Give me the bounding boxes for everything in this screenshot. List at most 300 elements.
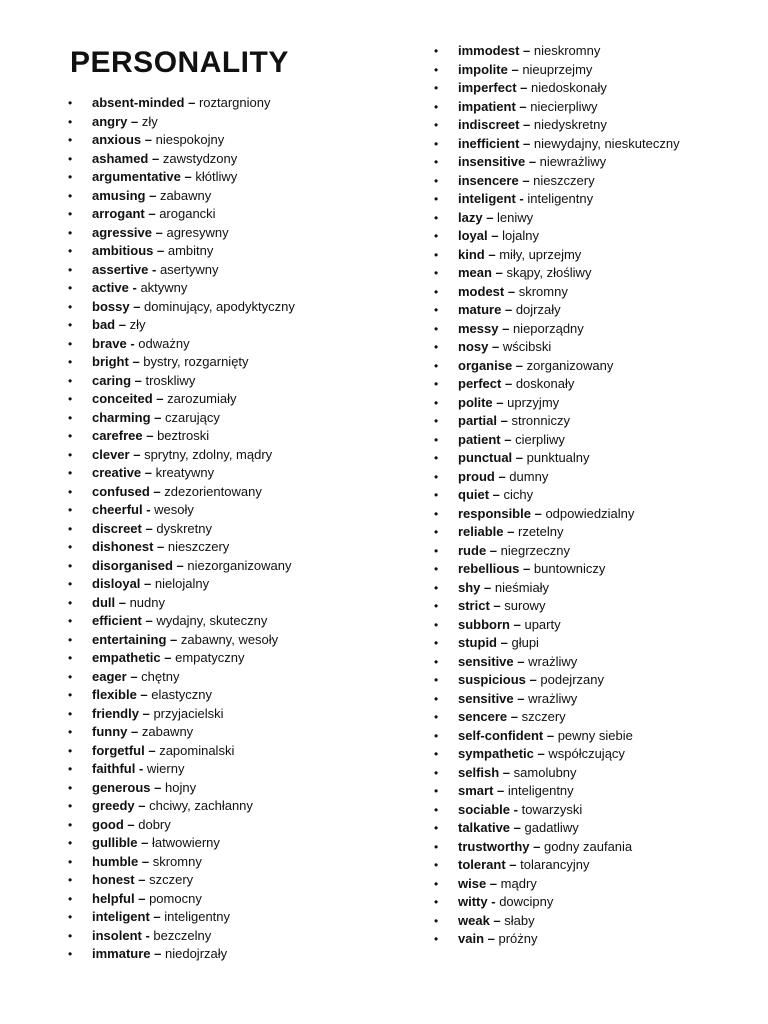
separator: – (115, 594, 130, 610)
bullet-icon: • (68, 540, 73, 554)
english-word: patient (458, 431, 501, 447)
separator: – (525, 672, 541, 687)
bullet-icon: • (434, 81, 439, 95)
separator: – (519, 135, 534, 151)
english-word: mature (458, 302, 502, 317)
bullet-icon: • (68, 225, 73, 240)
separator: – (507, 61, 523, 77)
bullet-icon: • (434, 340, 439, 354)
bullet-icon: • (68, 799, 73, 813)
english-word: punctual (458, 450, 513, 465)
bullet-icon: • (434, 488, 439, 502)
separator: – (512, 450, 527, 465)
separator: - (515, 191, 528, 206)
bullet-icon: • (68, 207, 73, 221)
polish-translation: ambitny (167, 243, 214, 258)
english-word: self-confident (458, 727, 544, 743)
english-word: witty (458, 894, 488, 909)
bullet-icon: • (434, 266, 439, 280)
english-word: strict (458, 598, 490, 613)
polish-translation: łatwowierny (151, 835, 220, 850)
separator: – (126, 668, 142, 684)
separator: – (498, 320, 513, 336)
bullet-icon: • (434, 192, 439, 206)
vocab-item (432, 819, 680, 838)
english-word: rude (458, 542, 487, 558)
english-word: sympathetic (458, 746, 534, 761)
english-word: creative (92, 465, 142, 480)
vocab-item (66, 187, 295, 206)
polish-translation: zabawny, wesoły (180, 631, 279, 647)
english-word: confused (92, 483, 150, 499)
english-word: empathetic (92, 650, 161, 665)
bullet-icon: • (434, 784, 439, 798)
polish-translation: podejrzany (540, 672, 604, 687)
bullet-icon: • (68, 96, 73, 110)
vocab-item (432, 505, 680, 524)
english-word: polite (458, 394, 493, 410)
polish-translation: dobry (138, 816, 171, 832)
vocab-item (432, 727, 680, 746)
english-word: dishonest (92, 539, 154, 554)
polish-translation: niedyskretny (533, 117, 607, 132)
polish-translation: szczery (521, 709, 566, 724)
english-word: suspicious (458, 672, 526, 687)
english-word: insensitive (458, 154, 526, 169)
separator: – (129, 446, 145, 462)
english-word: immodest (458, 43, 520, 58)
vocab-item (66, 760, 295, 779)
polish-translation: inteligentny (164, 909, 231, 924)
bullet-icon: • (68, 817, 73, 832)
separator: – (141, 132, 156, 147)
vocab-item (432, 838, 680, 857)
polish-translation: zdezorientowany (164, 483, 262, 499)
bullet-icon: • (68, 854, 73, 869)
separator: - (128, 280, 141, 295)
separator: – (148, 150, 163, 166)
vocab-item (66, 446, 295, 465)
vocab-item (432, 283, 680, 302)
vocab-item (432, 116, 680, 135)
separator: – (115, 317, 130, 332)
vocab-item (432, 394, 680, 413)
polish-translation: asertywny (159, 261, 219, 277)
polish-translation: inteligentny (507, 783, 574, 798)
polish-translation: stronniczy (511, 413, 571, 428)
vocab-item (66, 945, 295, 964)
bullet-icon: • (68, 780, 73, 795)
separator: - (148, 261, 160, 277)
vocab-item (66, 409, 295, 428)
vocab-item (432, 542, 680, 561)
bullet-icon: • (68, 188, 73, 203)
separator: – (504, 283, 519, 299)
english-word: perfect (458, 376, 502, 391)
bullet-icon: • (434, 802, 439, 817)
english-word: arrogant (92, 206, 145, 221)
bullet-icon: • (434, 747, 439, 761)
polish-translation: doskonały (515, 376, 575, 391)
bullet-icon: • (68, 947, 73, 961)
english-word: generous (92, 779, 151, 795)
polish-translation: nieskromny (533, 43, 601, 58)
separator: – (152, 224, 167, 240)
separator: – (512, 357, 527, 373)
english-word: funny (92, 724, 128, 739)
english-word: selfish (458, 764, 500, 780)
english-word: carefree (92, 428, 143, 443)
english-word: discreet (92, 520, 142, 536)
vocab-item (66, 612, 295, 631)
vocab-item (66, 261, 295, 280)
polish-translation: pomocny (149, 890, 202, 906)
polish-translation: uprzyjmy (507, 394, 560, 410)
bullet-icon: • (68, 577, 73, 591)
polish-translation: zły (129, 317, 146, 332)
bullet-icon: • (68, 688, 73, 702)
separator: – (150, 409, 165, 425)
vocab-item (432, 782, 680, 801)
bullet-icon: • (68, 521, 73, 536)
english-word: trustworthy (458, 838, 530, 854)
english-word: wise (458, 875, 487, 891)
vocab-item (432, 190, 680, 209)
bullet-icon: • (434, 562, 439, 576)
english-word: insolent (92, 927, 142, 943)
bullet-icon: • (68, 614, 73, 628)
bullet-icon: • (434, 636, 439, 650)
english-word: weak (458, 912, 490, 928)
bullet-icon: • (68, 743, 73, 758)
vocab-item (66, 205, 295, 224)
separator: – (519, 117, 534, 132)
polish-translation: pewny siebie (557, 727, 633, 743)
separator: – (519, 43, 534, 58)
bullet-icon: • (68, 114, 73, 129)
vocab-item (432, 634, 680, 653)
english-word: greedy (92, 798, 135, 813)
english-word: argumentative (92, 169, 181, 184)
bullet-icon: • (68, 318, 73, 332)
separator: – (533, 746, 549, 761)
vocab-item (432, 671, 680, 690)
bullet-icon: • (68, 558, 73, 573)
english-word: cheerful (92, 502, 143, 517)
polish-translation: nudny (129, 594, 165, 610)
english-word: sociable (458, 801, 511, 817)
polish-translation: arogancki (159, 206, 216, 221)
separator: – (492, 394, 508, 410)
bullet-icon: • (68, 392, 73, 406)
bullet-icon: • (434, 432, 439, 447)
english-word: active (92, 280, 129, 295)
vocab-item (432, 338, 680, 357)
vocab-item (432, 856, 680, 875)
separator: – (149, 483, 165, 499)
separator: – (513, 653, 529, 669)
vocab-item (432, 61, 680, 80)
separator: - (510, 801, 522, 817)
separator: - (142, 502, 155, 517)
bullet-icon: • (434, 44, 439, 58)
bullet-icon: • (68, 262, 73, 277)
vocab-item (432, 486, 680, 505)
polish-translation: wrażliwy (528, 690, 578, 706)
bullet-icon: • (68, 910, 73, 924)
english-word: disorganised (92, 557, 173, 573)
vocab-item (432, 79, 680, 98)
separator: – (129, 298, 145, 314)
english-word: humble (92, 853, 139, 869)
vocab-item (66, 927, 295, 946)
vocab-item (66, 279, 295, 298)
vocab-item (66, 649, 295, 668)
vocab-item (66, 131, 295, 150)
vocab-item (66, 871, 295, 890)
bullet-icon: • (434, 599, 439, 613)
bullet-icon: • (434, 821, 439, 835)
polish-translation: zorganizowany (526, 357, 614, 373)
vocab-item (66, 464, 295, 483)
bullet-icon: • (68, 873, 73, 887)
separator: – (494, 468, 510, 484)
polish-translation: kreatywny (155, 465, 215, 480)
english-word: dull (92, 594, 116, 610)
separator: – (141, 520, 157, 536)
english-word: amusing (92, 187, 146, 203)
polish-translation: dominujący, apodyktyczny (144, 298, 295, 314)
vocab-item (432, 893, 680, 912)
bullet-icon: • (434, 543, 439, 558)
separator: – (127, 113, 142, 129)
polish-translation: niedoskonały (531, 80, 607, 95)
bullet-icon: • (434, 414, 439, 428)
polish-translation: zabawny (159, 187, 212, 203)
english-word: reliable (458, 524, 504, 539)
polish-translation: rzetelny (518, 524, 564, 539)
vocab-item (432, 227, 680, 246)
polish-translation: godny zaufania (543, 838, 633, 854)
polish-translation: niecierpliwy (530, 98, 598, 114)
english-word: organise (458, 357, 513, 373)
english-word: loyal (458, 228, 488, 243)
polish-translation: dyskretny (156, 520, 212, 536)
bullet-icon: • (68, 299, 73, 314)
polish-translation: słaby (504, 912, 535, 928)
vocab-item (432, 357, 680, 376)
english-word: flexible (92, 687, 137, 702)
bullet-icon: • (68, 373, 73, 388)
polish-translation: odpowiedzialny (545, 505, 635, 521)
polish-translation: mądry (500, 875, 537, 891)
vocab-item (66, 94, 295, 113)
vocab-item (432, 375, 680, 394)
english-word: kind (458, 246, 485, 262)
english-word: honest (92, 872, 135, 887)
english-word: tolerant (458, 857, 506, 872)
polish-translation: niegrzeczny (500, 542, 571, 558)
english-word: ashamed (92, 150, 149, 166)
vocab-item (66, 316, 295, 335)
english-word: inteligent (458, 191, 516, 206)
separator: – (141, 613, 157, 628)
separator: – (136, 687, 152, 702)
bullet-icon: • (434, 895, 439, 909)
bullet-icon: • (434, 580, 439, 595)
english-word: vain (458, 931, 485, 946)
separator: – (488, 339, 503, 354)
separator: – (150, 779, 165, 795)
bullet-icon: • (68, 151, 73, 166)
polish-translation: nieporządny (512, 320, 584, 336)
vocab-item (432, 930, 680, 949)
separator: – (489, 598, 505, 613)
separator: – (501, 376, 516, 391)
separator: – (501, 302, 516, 317)
english-word: stupid (458, 635, 497, 650)
vocab-item (432, 801, 680, 820)
polish-translation: wścibski (502, 339, 552, 354)
polish-translation: nielojalny (154, 576, 210, 591)
vocab-item (66, 150, 295, 169)
polish-translation: skromny (518, 283, 568, 299)
vocab-item (66, 853, 295, 872)
separator: – (137, 835, 152, 850)
bullet-icon: • (434, 377, 439, 391)
vocab-item (432, 560, 680, 579)
vocab-item (432, 523, 680, 542)
bullet-icon: • (68, 595, 73, 610)
bullet-icon: • (434, 358, 439, 373)
english-word: inefficient (458, 135, 520, 151)
separator: – (505, 857, 521, 872)
polish-translation: inteligentny (527, 191, 594, 206)
vocab-item (66, 723, 295, 742)
english-word: efficient (92, 613, 142, 628)
vocab-item (432, 616, 680, 635)
page-title: PERSONALITY (70, 46, 289, 79)
separator: – (150, 946, 165, 961)
english-word: immature (92, 946, 151, 961)
separator: – (484, 246, 500, 262)
bullet-icon: • (68, 928, 73, 943)
english-word: entertaining (92, 631, 167, 647)
vocab-item (66, 113, 295, 132)
bullet-icon: • (434, 525, 439, 539)
vocab-item (432, 135, 680, 154)
bullet-icon: • (434, 451, 439, 465)
polish-translation: surowy (504, 598, 546, 613)
bullet-icon: • (434, 765, 439, 780)
english-word: agressive (92, 224, 152, 240)
polish-translation: próżny (498, 931, 538, 946)
vocab-item (66, 501, 295, 520)
vocab-item (432, 468, 680, 487)
vocab-item (66, 834, 295, 853)
polish-translation: aktywny (140, 280, 188, 295)
polish-translation: zawstydzony (162, 150, 238, 166)
separator: – (123, 816, 139, 832)
vocab-item (66, 797, 295, 816)
english-word: inteligent (92, 909, 150, 924)
bullet-icon: • (68, 484, 73, 499)
polish-translation: zabawny (141, 724, 194, 739)
english-word: absent-minded (92, 95, 185, 110)
english-word: bad (92, 317, 116, 332)
bullet-icon: • (434, 673, 439, 687)
bullet-icon: • (68, 170, 73, 184)
english-word: charming (92, 409, 151, 425)
polish-translation: nieuprzejmy (522, 61, 593, 77)
bullet-icon: • (434, 99, 439, 114)
polish-translation: lojalny (502, 228, 539, 243)
english-word: insencere (458, 172, 519, 188)
vocab-item (432, 653, 680, 672)
separator: – (138, 705, 154, 721)
separator: – (134, 872, 150, 887)
separator: – (128, 354, 144, 369)
separator: – (134, 890, 150, 906)
bullet-icon: • (434, 118, 439, 132)
separator: – (149, 909, 165, 924)
english-word: ambitious (92, 243, 154, 258)
polish-translation: towarzyski (521, 801, 583, 817)
vocab-item (66, 242, 295, 261)
english-word: angry (92, 113, 128, 129)
english-word: impatient (458, 98, 516, 114)
vocab-item (432, 172, 680, 191)
bullet-icon: • (68, 466, 73, 480)
english-word: brave (92, 335, 127, 351)
vocab-item (432, 764, 680, 783)
separator: – (510, 616, 525, 632)
separator: – (487, 228, 503, 243)
separator: - (135, 761, 147, 776)
vocab-item (66, 557, 295, 576)
polish-translation: wesoły (154, 502, 194, 517)
bullet-icon: • (68, 651, 73, 665)
polish-translation: skąpy, złośliwy (506, 265, 592, 280)
separator: - (141, 927, 154, 943)
bullet-icon: • (434, 876, 439, 891)
bullet-icon: • (434, 210, 439, 225)
bullet-icon: • (68, 725, 73, 739)
polish-translation: miły, uprzejmy (499, 246, 582, 262)
separator: – (499, 764, 514, 780)
english-word: faithful (92, 761, 136, 776)
english-word: modest (458, 283, 505, 299)
separator: - (126, 335, 139, 351)
vocab-item (66, 483, 295, 502)
vocab-item (66, 890, 295, 909)
separator: – (144, 206, 160, 221)
separator: – (166, 631, 181, 647)
polish-translation: zarozumiały (167, 391, 237, 406)
bullet-icon: • (434, 303, 439, 317)
bullet-icon: • (434, 858, 439, 872)
bullet-icon: • (434, 136, 439, 151)
vocab-item (66, 298, 295, 317)
bullet-icon: • (434, 155, 439, 169)
vocab-item (66, 335, 295, 354)
vocab-item (66, 520, 295, 539)
bullet-icon: • (68, 632, 73, 647)
polish-translation: bezczelny (153, 927, 212, 943)
separator: – (503, 524, 518, 539)
polish-translation: przyjacielski (153, 705, 224, 721)
bullet-icon: • (68, 836, 73, 850)
